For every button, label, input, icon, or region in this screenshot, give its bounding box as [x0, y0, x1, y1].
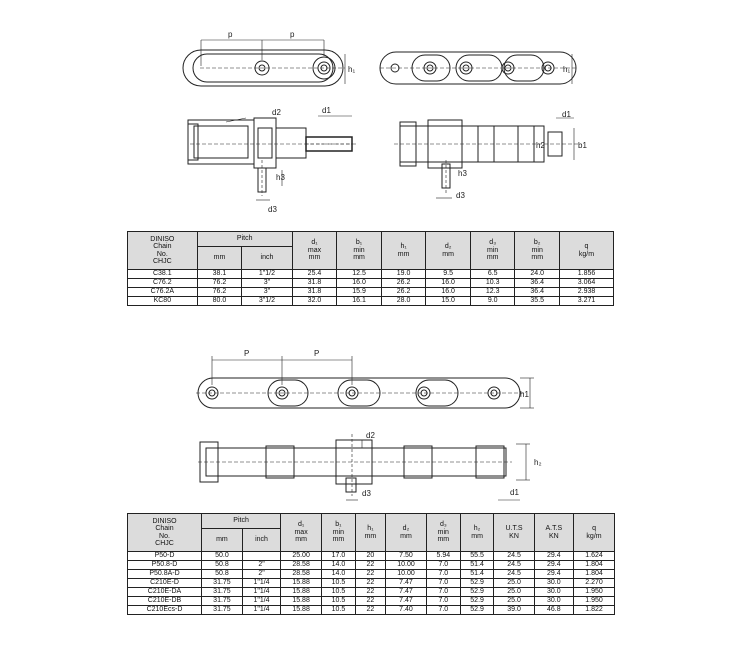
table-cell: 7.50 [386, 552, 427, 561]
table-cell: 1.804 [574, 561, 615, 570]
table-cell: 2" [242, 570, 280, 579]
table-cell: 16.0 [426, 288, 471, 297]
table-cell: 3"1/2 [242, 297, 293, 306]
d2-label: d2 [272, 108, 281, 117]
table-cell: 10.00 [386, 561, 427, 570]
h3-label-right: h3 [458, 169, 467, 178]
table-cell: 22 [355, 597, 385, 606]
col-d1-header: d₁ max mm [281, 514, 322, 552]
pitch-label-1: p [228, 30, 233, 39]
col-d1-header: d₁ max mm [292, 232, 337, 270]
table-cell [242, 552, 280, 561]
col-h2-header: h₂ mm [460, 514, 494, 552]
table-cell: 22 [355, 588, 385, 597]
d3-label-left: d3 [268, 205, 277, 214]
d3-label-bottom: d3 [362, 489, 371, 498]
table-cell: 2.270 [574, 579, 615, 588]
table-cell: 30.0 [534, 588, 573, 597]
table-cell: C38.1 [128, 270, 198, 279]
table-cell: 55.5 [460, 552, 494, 561]
table-cell: C210E-DB [128, 597, 202, 606]
table-cell: 15.88 [281, 588, 322, 597]
table-cell: 7.47 [386, 579, 427, 588]
table-cell: 31.75 [202, 588, 243, 597]
table-cell: 50.8 [202, 561, 243, 570]
table-cell: 50.8 [202, 570, 243, 579]
table-cell: P50.8A-D [128, 570, 202, 579]
table-cell: 7.0 [426, 606, 460, 615]
table-cell: 12.5 [337, 270, 382, 279]
table-row [128, 597, 615, 606]
b1-label: b1 [578, 141, 587, 150]
table-row [128, 606, 615, 615]
h1-label-left: h₁ [348, 65, 356, 74]
table-cell: 10.5 [322, 606, 356, 615]
pitch-label-b2: P [314, 349, 320, 358]
col-d2-header: d₂ mm [386, 514, 427, 552]
table-cell: 3" [242, 288, 293, 297]
table-cell: 3.064 [560, 279, 614, 288]
table-cell: 7.0 [426, 570, 460, 579]
table-cell: 7.0 [426, 588, 460, 597]
table-cell: 16.0 [426, 279, 471, 288]
col-ats-header: A.T.S KN [534, 514, 573, 552]
table-cell: 25.00 [281, 552, 322, 561]
col-pitch-header: Pitch [197, 232, 292, 247]
table-cell: 15.88 [281, 606, 322, 615]
table-cell: 25.4 [292, 270, 337, 279]
table-row [128, 561, 615, 570]
table-cell: 52.9 [460, 606, 494, 615]
table-cell: 1"1/4 [242, 597, 280, 606]
table-cell: 22 [355, 606, 385, 615]
table-cell: 28.0 [381, 297, 426, 306]
table-cell: C76.2A [128, 288, 198, 297]
table-cell: 39.0 [494, 606, 534, 615]
table-cell: 2.938 [560, 288, 614, 297]
table-cell: 20 [355, 552, 385, 561]
table-cell: 16.0 [337, 279, 382, 288]
table-cell: 24.5 [494, 570, 534, 579]
table-cell: 7.47 [386, 588, 427, 597]
col-b1-header: b₁ min mm [337, 232, 382, 270]
table-cell: 10.00 [386, 570, 427, 579]
table-cell: 26.2 [381, 279, 426, 288]
table-cell: C210E-DA [128, 588, 202, 597]
d3-label-right: d3 [456, 191, 465, 200]
table-cell: 52.9 [460, 579, 494, 588]
h3-label-left: h3 [276, 173, 285, 182]
table-row [128, 579, 615, 588]
col-mm-header: mm [202, 529, 243, 552]
h1-label-bottom: h1 [520, 390, 529, 399]
table-cell: 30.0 [534, 579, 573, 588]
table-cell: 7.47 [386, 597, 427, 606]
table-cell: 76.2 [197, 288, 242, 297]
table-cell: 80.0 [197, 297, 242, 306]
table-cell: 12.3 [470, 288, 515, 297]
table-cell: 29.4 [534, 561, 573, 570]
table-cell: 1.856 [560, 270, 614, 279]
table-cell: 24.5 [494, 552, 534, 561]
table-cell: 14.0 [322, 561, 356, 570]
col-d2-header: d₂ mm [426, 232, 471, 270]
table-cell: 51.4 [460, 570, 494, 579]
table-cell: 15.9 [337, 288, 382, 297]
table-cell: 51.4 [460, 561, 494, 570]
table-cell: 7.0 [426, 597, 460, 606]
table-cell: 19.0 [381, 270, 426, 279]
b2-label: h2 [536, 141, 545, 150]
table-cell: 76.2 [197, 279, 242, 288]
col-d3-header: d₃ min mm [426, 514, 460, 552]
table-cell: C210Ecs-D [128, 606, 202, 615]
table-cell: 30.0 [534, 597, 573, 606]
col-mm-header: mm [197, 247, 242, 270]
table-cell: 52.9 [460, 588, 494, 597]
pitch-label-2: p [290, 30, 295, 39]
table-cell: 29.4 [534, 552, 573, 561]
table-cell: 1.822 [574, 606, 615, 615]
d2-label-bottom: d2 [366, 431, 375, 440]
table-cell: 1.624 [574, 552, 615, 561]
table-cell: 36.4 [515, 288, 560, 297]
table-cell: 36.4 [515, 279, 560, 288]
table-cell: 52.9 [460, 597, 494, 606]
table-cell: 2" [242, 561, 280, 570]
table-cell: 3.271 [560, 297, 614, 306]
table-cell: 10.3 [470, 279, 515, 288]
table-cell: 9.5 [426, 270, 471, 279]
table-cell: 16.1 [337, 297, 382, 306]
col-b1-header: b₁ min mm [322, 514, 356, 552]
spec-table-2 [127, 513, 615, 615]
table-cell: 28.58 [281, 570, 322, 579]
col-d3-header: d₃ min mm [470, 232, 515, 270]
table-cell: 7.0 [426, 579, 460, 588]
table-cell: 15.88 [281, 597, 322, 606]
table-cell: 25.0 [494, 579, 534, 588]
table-cell: 15.0 [426, 297, 471, 306]
table-cell: 32.0 [292, 297, 337, 306]
col-b2-header: b₂ min mm [515, 232, 560, 270]
table-cell: 10.5 [322, 588, 356, 597]
table-cell: 31.8 [292, 288, 337, 297]
table-cell: 1"1/2 [242, 270, 293, 279]
table-cell: 1.804 [574, 570, 615, 579]
col-h1-header: h₁ mm [381, 232, 426, 270]
table-cell: 25.0 [494, 597, 534, 606]
table-cell: 1.950 [574, 597, 615, 606]
table-cell: 7.0 [426, 561, 460, 570]
table-cell: 5.94 [426, 552, 460, 561]
table-cell: 25.0 [494, 588, 534, 597]
d1-label-bottom: d1 [510, 488, 519, 497]
table-cell: 24.5 [494, 561, 534, 570]
table-cell: 22 [355, 570, 385, 579]
table-cell: 15.88 [281, 579, 322, 588]
table-cell: 50.0 [202, 552, 243, 561]
col-inch-header: inch [242, 529, 280, 552]
table-cell: 31.75 [202, 579, 243, 588]
table-cell: 3" [242, 279, 293, 288]
table-cell: 1"1/4 [242, 579, 280, 588]
col-q-header: q kg/m [560, 232, 614, 270]
table-cell: 6.5 [470, 270, 515, 279]
table-cell: 31.75 [202, 606, 243, 615]
table-cell: KC80 [128, 297, 198, 306]
side-view-bottom [196, 356, 534, 408]
pitch-label-b1: P [244, 349, 250, 358]
h1-label-right: h₁ [563, 65, 571, 74]
table-cell: 31.8 [292, 279, 337, 288]
table-cell: 31.75 [202, 597, 243, 606]
table-cell: 9.0 [470, 297, 515, 306]
table-cell: 28.58 [281, 561, 322, 570]
table-cell: P50.8-D [128, 561, 202, 570]
col-model-header: DINISO Chain No. CHJC [128, 514, 202, 552]
table-cell: 26.2 [381, 288, 426, 297]
table-cell: 46.8 [534, 606, 573, 615]
table-cell: 1"1/4 [242, 606, 280, 615]
table-cell: C76.2 [128, 279, 198, 288]
table-cell: 22 [355, 561, 385, 570]
col-h1-header: h₁ mm [355, 514, 385, 552]
d1-label-right: d1 [562, 110, 571, 119]
table-cell: 14.0 [322, 570, 356, 579]
table-cell: 35.5 [515, 297, 560, 306]
table-cell: 29.4 [534, 570, 573, 579]
table-cell: 7.40 [386, 606, 427, 615]
h2-label-bottom: h₂ [534, 458, 542, 467]
col-q-header: q kg/m [574, 514, 615, 552]
table-cell: 38.1 [197, 270, 242, 279]
col-model-header: DINISO Chain No. CHJC [128, 232, 198, 270]
table-row [128, 570, 615, 579]
table-cell: 17.0 [322, 552, 356, 561]
table-cell: 24.0 [515, 270, 560, 279]
table-cell: 22 [355, 579, 385, 588]
table-cell: 10.5 [322, 597, 356, 606]
d1-label-left: d1 [322, 106, 331, 115]
table-cell: P50-D [128, 552, 202, 561]
table-cell: 10.5 [322, 579, 356, 588]
col-inch-header: inch [242, 247, 293, 270]
table-cell: 1"1/4 [242, 588, 280, 597]
table-row [128, 588, 615, 597]
table-row [128, 552, 615, 561]
col-uts-header: U.T.S KN [494, 514, 534, 552]
table-cell: 1.950 [574, 588, 615, 597]
table-cell: C210E-D [128, 579, 202, 588]
col-pitch-header: Pitch [202, 514, 281, 529]
